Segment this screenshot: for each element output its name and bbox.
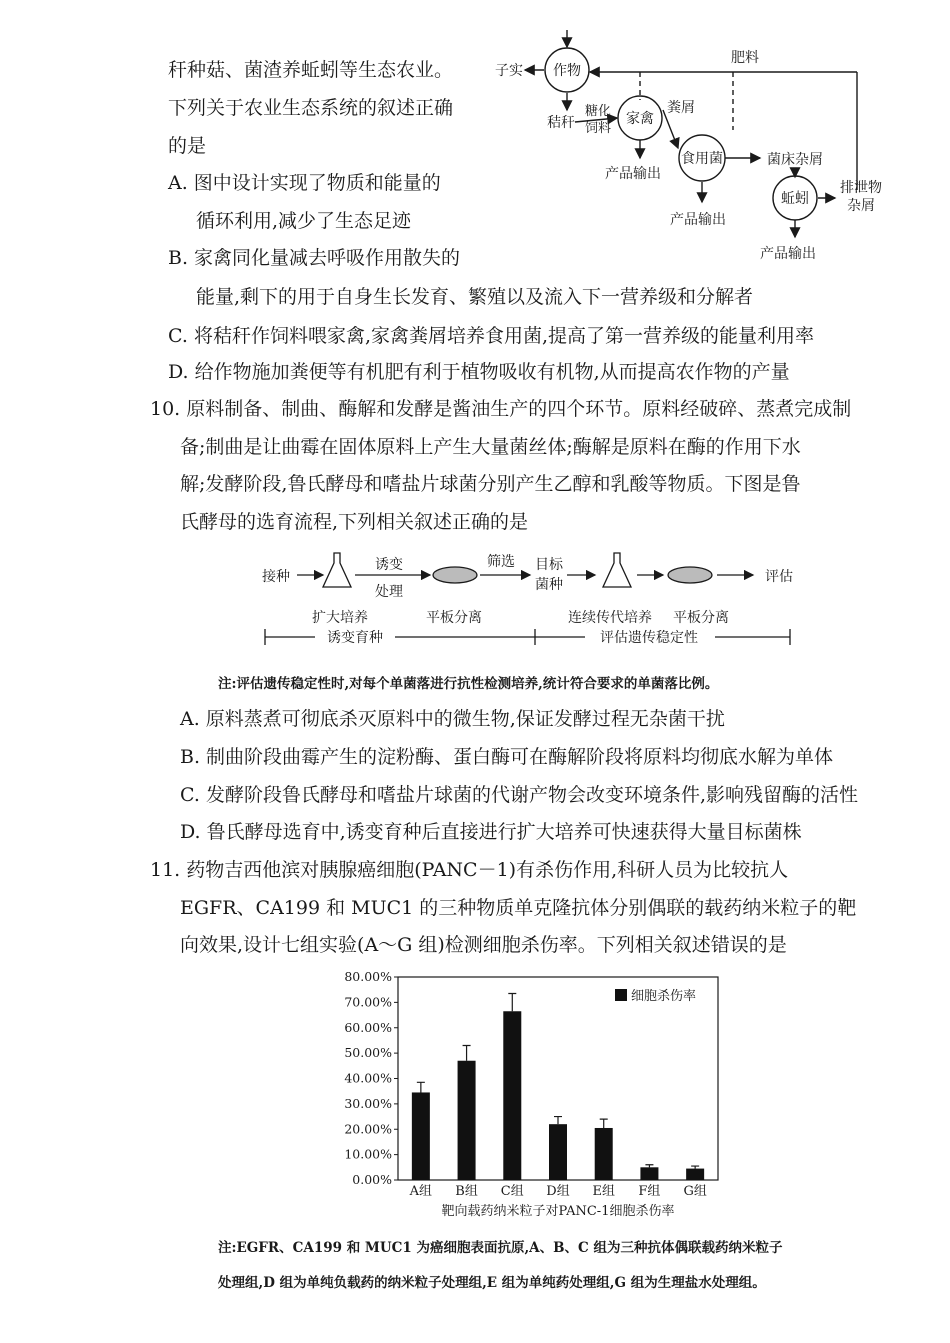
q9-option-c: C. 将秸秆作饲料喂家禽,家禽粪屑培养食用菌,提高了第一营养级的能量利用率 [168,325,815,347]
q11-stem-line-3: 向效果,设计七组实验(A～G 组)检测细胞杀伤率。下列相关叙述错误的是 [180,934,787,956]
target-label-1: 目标 [535,557,563,573]
error-bar-5 [645,1165,653,1168]
crop-label: 作物 [553,63,581,79]
y-tick-label: 0.00% [352,1172,392,1187]
q10-option-a: A. 原料蒸煮可彻底杀灭原料中的微生物,保证发酵过程无杂菌干扰 [180,708,725,730]
seed-label: 子实 [495,63,523,79]
q11-stem-line-1: 11. 药物吉西他滨对胰腺癌细胞(PANC－1)有杀伤作用,科研人员为比较抗人 [150,859,789,881]
poultry-label: 家禽 [626,111,654,127]
enlarge-label: 扩大培养 [312,610,368,626]
error-bar-6 [691,1166,699,1169]
x-tick-label: C组 [500,1184,524,1199]
poultry-output-label: 产品输出 [605,166,661,182]
legend-swatch [615,989,627,1001]
bar-1 [458,1061,476,1180]
x-tick-label: A组 [409,1184,433,1199]
y-tick-label: 50.00% [344,1045,392,1061]
stability-label: 评估遗传稳定性 [600,630,698,646]
bar-0 [412,1092,430,1180]
error-bar-2 [508,993,516,1011]
y-tick-label: 30.00% [344,1095,392,1111]
petri-dish-icon-1 [433,567,477,583]
q9-option-d: D. 给作物施加粪便等有机肥有利于植物吸收有机物,从而提高农作物的产量 [168,361,790,383]
evaluate-label: 评估 [765,569,793,585]
q10-option-b: B. 制曲阶段曲霉产生的淀粉酶、蛋白酶可在酶解阶段将原料均彻底水解为单体 [180,746,834,768]
excreta-label-1: 排泄物 [840,180,882,196]
error-bar-0 [417,1082,425,1092]
q10-note: 注:评估遗传稳定性时,对每个单菌落进行抗性检测培养,统计符合要求的单菌落比例。 [218,676,719,692]
x-tick-label: D组 [546,1184,570,1199]
bar-2 [503,1011,521,1180]
y-tick-label: 20.00% [344,1121,392,1137]
mutagenesis-label-1: 诱变 [375,557,403,573]
y-tick-label: 10.00% [344,1146,392,1162]
q9-option-a-line-2: 循环利用,减少了生态足迹 [196,210,412,232]
y-tick-label: 40.00% [344,1070,392,1086]
q9-option-a-line-1: A. 图中设计实现了物质和能量的 [168,172,441,194]
feed-label: 饲料 [585,121,612,136]
q10-stem-line-2: 备;制曲是让曲霉在固体原料上产生大量菌丝体;酶解是原料在酶的作用下水 [180,436,801,458]
x-tick-label: G组 [683,1184,707,1199]
yeast-breeding-flow [255,545,815,655]
mutagenesis-label-2: 处理 [375,584,403,600]
screen-label: 筛选 [487,554,515,570]
q9-intro-line-3: 的是 [168,135,207,157]
error-bar-4 [600,1119,608,1128]
mushroom-label: 食用菌 [681,151,723,167]
continuous-label: 连续传代培养 [568,610,652,626]
x-tick-label: E组 [592,1184,615,1199]
excreta-label-2: 杂屑 [847,198,875,214]
mushroom-output-label: 产品输出 [670,212,726,228]
bed-waste-label: 菌床杂屑 [767,152,823,168]
earthworm-label: 蚯蚓 [781,191,809,207]
q10-option-c: C. 发酵阶段鲁氏酵母和嗜盐片球菌的代谢产物会改变环境条件,影响残留酶的活性 [180,784,858,806]
q11-note-line-2: 处理组,D 组为单纯负载药的纳米粒子处理组,E 组为单纯药处理组,G 组为生理盐水处理组。 [218,1275,766,1291]
petri-dish-icon-2 [668,567,712,583]
breeding-label: 诱变育种 [327,630,383,646]
q10-stem-line-1: 10. 原料制备、制曲、酶解和发酵是酱油生产的四个环节。原料经破碎、蒸煮完成制 [150,398,852,420]
bar-5 [640,1167,658,1180]
sugar-label: 糖化 [585,104,612,119]
q11-note-line-1: 注:EGFR、CA199 和 MUC1 为癌细胞表面抗原,A、B、C 组为三种抗体偶联载药纳米粒子 [218,1240,783,1256]
q9-option-b-line-1: B. 家禽同化量减去呼吸作用散失的 [168,247,461,269]
ecosystem-diagram [495,30,905,275]
q10-option-d: D. 鲁氏酵母选育中,诱变育种后直接进行扩大培养可快速获得大量目标菌株 [180,821,802,843]
target-label-2: 菌种 [535,577,563,593]
bar-4 [595,1128,613,1180]
flask-icon-2 [603,553,631,587]
q9-intro-line-1: 秆种菇、菌渣养蚯蚓等生态农业。 [168,59,454,81]
error-bar-1 [463,1046,471,1061]
plate2-label: 平板分离 [673,610,729,626]
flask-icon-1 [323,553,351,587]
y-tick-label: 70.00% [344,994,392,1010]
inoculate-label: 接种 [262,569,290,585]
q10-stem-line-3: 解;发酵阶段,鲁氏酵母和嗜盐片球菌分别产生乙醇和乳酸等物质。下图是鲁 [180,473,801,495]
x-axis-title: 靶向载药纳米粒子对PANC-1细胞杀伤率 [441,1204,675,1219]
y-tick-label: 60.00% [344,1019,392,1035]
cell-kill-rate-chart [330,965,730,1225]
q11-stem-line-2: EGFR、CA199 和 MUC1 的三种物质单克隆抗体分别偶联的载药纳米粒子的靶 [180,897,857,919]
x-tick-label: B组 [455,1184,478,1199]
fertilizer-label: 肥料 [731,50,759,66]
y-tick-label: 80.00% [344,969,392,984]
q10-stem-line-4: 氏酵母的选育流程,下列相关叙述正确的是 [180,511,529,533]
bar-3 [549,1124,567,1180]
straw-label: 秸秆 [547,115,575,131]
earthworm-output-label: 产品输出 [760,246,816,262]
x-tick-label: F组 [638,1184,661,1199]
q9-option-b-line-2: 能量,剩下的用于自身生长发育、繁殖以及流入下一营养级和分解者 [196,286,754,308]
error-bar-3 [554,1117,562,1125]
bar-6 [686,1169,704,1180]
legend-label: 细胞杀伤率 [631,989,697,1004]
plate1-label: 平板分离 [426,610,482,626]
manure-label: 粪屑 [667,100,695,116]
q9-intro-line-2: 下列关于农业生态系统的叙述正确 [168,97,454,119]
